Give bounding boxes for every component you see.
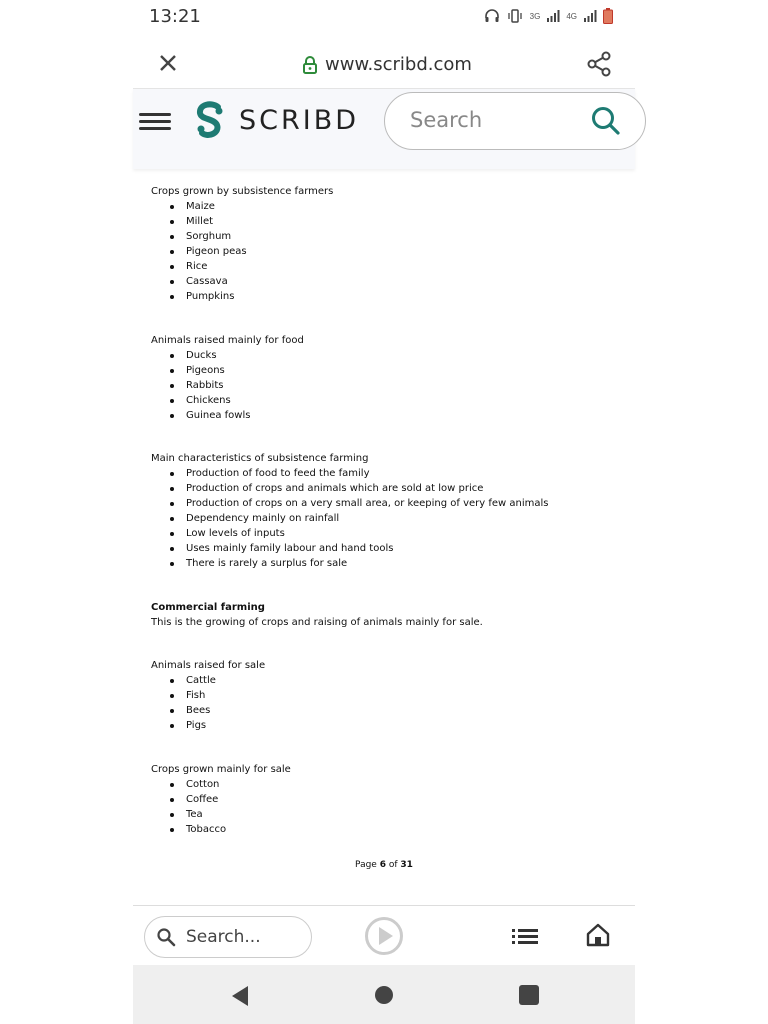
document-page — [151, 180, 621, 837]
list-item: Pigeons — [186, 363, 621, 378]
document-search-placeholder: Search... — [186, 927, 261, 947]
list-item: Ducks — [186, 348, 621, 363]
status-icons — [484, 6, 613, 26]
url-display[interactable] — [303, 54, 472, 75]
list-item: Cotton — [186, 777, 621, 792]
list-item: Rice — [186, 259, 621, 274]
section-heading: Animals raised mainly for food — [151, 335, 304, 346]
list-item: Rabbits — [186, 378, 621, 393]
play-icon[interactable] — [364, 916, 404, 956]
list-item: Millet — [186, 214, 621, 229]
bullet-list — [151, 777, 621, 837]
system-navigation-bar — [133, 965, 635, 1024]
section-heading: Crops grown by subsistence farmers — [151, 186, 334, 197]
list-item: Bees — [186, 703, 621, 718]
list-item: Production of crops and animals which are sold at low price — [186, 481, 621, 496]
list-item: Maize — [186, 199, 621, 214]
menu-icon[interactable] — [139, 109, 171, 133]
page-total: 31 — [400, 860, 413, 870]
scribd-header — [133, 89, 635, 169]
table-of-contents-icon[interactable] — [512, 926, 538, 946]
list-item: Guinea fowls — [186, 408, 621, 423]
status-time: 13:21 — [149, 6, 201, 27]
list-item: Fish — [186, 688, 621, 703]
lock-icon — [303, 56, 317, 74]
battery-icon — [603, 8, 613, 24]
close-icon[interactable] — [155, 50, 181, 76]
list-item: Cattle — [186, 673, 621, 688]
list-item: There is rarely a surplus for sale — [186, 556, 621, 571]
phone-screen — [133, 0, 635, 1024]
reader-toolbar — [133, 905, 635, 966]
section-text: This is the growing of crops and raising of animals mainly for sale. — [151, 617, 483, 628]
page-indicator — [133, 860, 635, 870]
bullet-list — [151, 348, 621, 423]
list-item: Chickens — [186, 393, 621, 408]
header-search-input[interactable] — [384, 92, 646, 150]
doc-section — [151, 184, 621, 304]
list-item: Production of crops on a very small area, or keeping of very few animals — [186, 496, 621, 511]
scribd-logo-icon — [193, 101, 227, 139]
status-bar — [133, 0, 635, 36]
url-text: www.scribd.com — [325, 54, 472, 75]
section-heading: Main characteristics of subsistence farming — [151, 453, 369, 464]
search-icon — [156, 927, 176, 947]
back-icon[interactable] — [230, 985, 250, 1007]
section-heading: Animals raised for sale — [151, 660, 266, 671]
list-item: Coffee — [186, 792, 621, 807]
doc-section — [151, 658, 621, 733]
list-item: Pigeon peas — [186, 244, 621, 259]
home-button-icon[interactable] — [375, 986, 393, 1004]
document-search-input[interactable] — [144, 916, 312, 958]
list-item: Tobacco — [186, 822, 621, 837]
list-item: Dependency mainly on rainfall — [186, 511, 621, 526]
list-item: Sorghum — [186, 229, 621, 244]
list-item: Uses mainly family labour and hand tools — [186, 541, 621, 556]
scribd-logo[interactable] — [193, 101, 359, 139]
page-label: Page — [355, 860, 377, 870]
scribd-logo-text: SCRIBD — [239, 104, 360, 136]
list-item: Production of food to feed the family — [186, 466, 621, 481]
network-type-label: 3G — [529, 11, 541, 21]
list-item: Tea — [186, 807, 621, 822]
signal-icon-2 — [583, 10, 597, 22]
doc-section — [151, 451, 621, 571]
home-icon[interactable] — [586, 923, 610, 947]
list-item: Pigs — [186, 718, 621, 733]
network-type-label-2: 4G — [566, 11, 577, 21]
doc-section — [151, 333, 621, 423]
bullet-list — [151, 199, 621, 304]
list-item: Pumpkins — [186, 289, 621, 304]
page-current: 6 — [379, 860, 386, 870]
recent-apps-icon[interactable] — [519, 985, 539, 1005]
doc-section — [151, 762, 621, 837]
browser-url-bar — [133, 40, 635, 89]
list-item: Low levels of inputs — [186, 526, 621, 541]
bullet-list — [151, 673, 621, 733]
signal-icon — [546, 10, 560, 22]
section-heading-bold: Commercial farming — [151, 602, 265, 613]
section-heading: Crops grown mainly for sale — [151, 764, 291, 775]
vibrate-icon — [506, 9, 524, 23]
headphones-icon — [484, 8, 500, 24]
doc-section — [151, 600, 621, 630]
bullet-list — [151, 466, 621, 571]
share-icon[interactable] — [585, 50, 613, 78]
list-item: Cassava — [186, 274, 621, 289]
search-placeholder: Search — [410, 108, 483, 132]
page-of: of — [388, 860, 398, 870]
search-icon[interactable] — [590, 105, 622, 137]
